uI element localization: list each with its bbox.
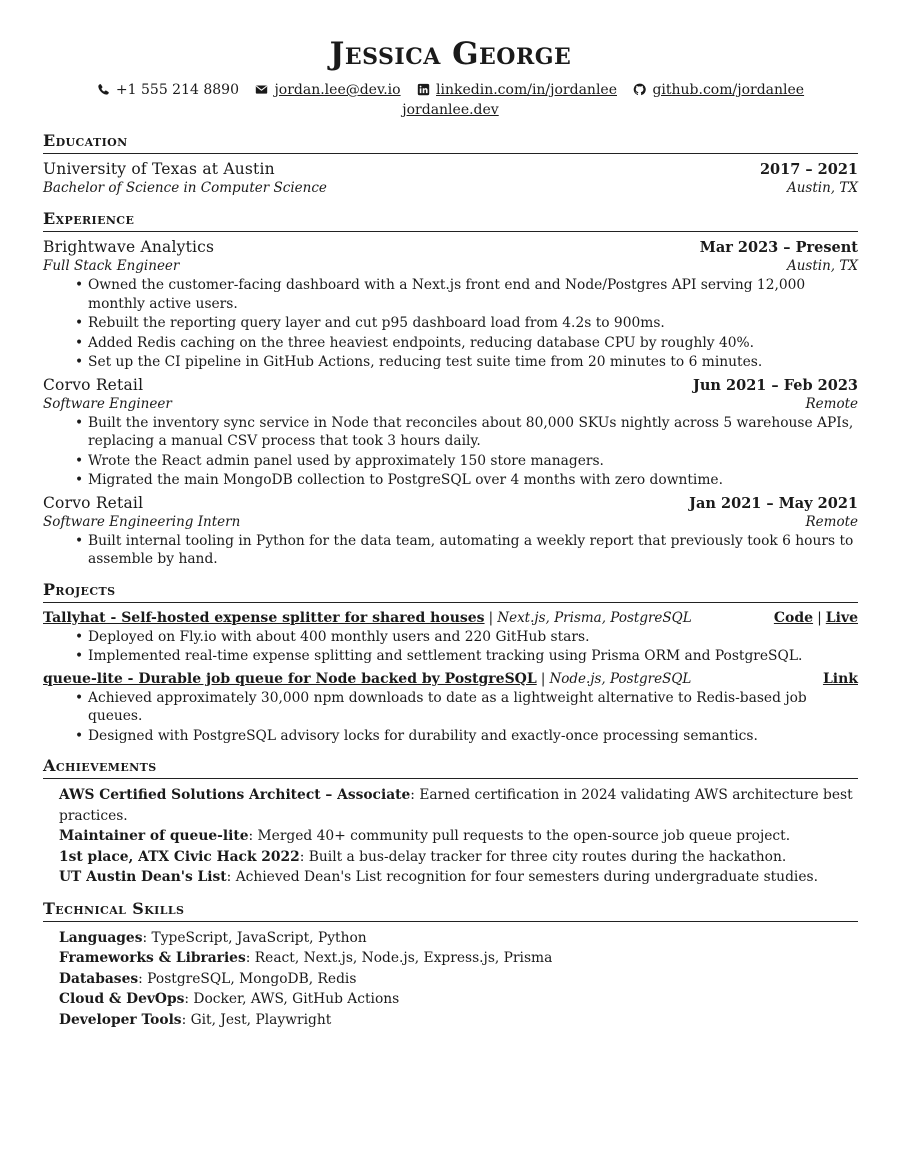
resume-page [43, 34, 858, 1030]
experience-entry [43, 376, 858, 490]
project-title-link[interactable]: Tallyhat - Self-hosted expense splitter for shared houses [43, 609, 485, 626]
achievement-item [59, 785, 858, 826]
skill-row [59, 948, 858, 969]
achievement-label: Maintainer of queue-lite [59, 828, 249, 844]
job-bullets [43, 276, 858, 372]
achievement-list [43, 785, 858, 888]
achievement-text: : Achieved Dean's List recognition for four semesters during undergraduate studies. [226, 869, 818, 885]
achievement-item [59, 867, 858, 888]
school-name: University of Texas at Austin [43, 160, 275, 178]
company-name: Corvo Retail [43, 375, 144, 394]
bullet-item: • Implemented real-time expense splitting and settlement tracking using Prisma ORM and PostgreSQL. [88, 647, 858, 666]
bullet-item: • Built the inventory sync service in Node that reconciles about 80,000 SKUs nightly across 5 warehouse APIs, replacing a manual CSV process that took 3 hours daily. [88, 414, 858, 451]
github-contact[interactable] [633, 80, 804, 100]
separator: | [817, 609, 822, 626]
job-dates: Mar 2023 – Present [699, 239, 858, 256]
linkedin-link[interactable]: linkedin.com/in/jordanlee [436, 82, 617, 98]
skill-label: Developer Tools [59, 1011, 182, 1028]
job-location: Remote [805, 395, 858, 412]
project-heading [43, 670, 691, 689]
project-bullets [43, 689, 858, 746]
education-dates: 2017 – 2021 [759, 161, 858, 178]
bullet-item: • Built internal tooling in Python for the data team, automating a weekly report that previously took 6 hours to assemble by hand. [88, 532, 858, 569]
job-role: Software Engineer [43, 395, 172, 412]
email-contact[interactable] [255, 80, 400, 100]
job-role: Full Stack Engineer [43, 258, 180, 274]
linkedin-icon [417, 83, 430, 96]
code-link[interactable]: Code [773, 609, 814, 626]
bullet-item: • Wrote the React admin panel used by approximately 150 store managers. [88, 452, 858, 471]
phone-icon [97, 83, 110, 96]
skill-values: : React, Next.js, Node.js, Express.js, Prisma [245, 950, 553, 966]
skill-values: : TypeScript, JavaScript, Python [142, 929, 367, 946]
phone-contact [97, 80, 239, 100]
contact-bar [43, 80, 858, 120]
projects-section [43, 581, 858, 746]
section-title-achievements: Achievements [43, 757, 858, 779]
achievement-text: : Merged 40+ community pull requests to the open-source job queue project. [248, 828, 791, 844]
section-title-experience: Experience [43, 210, 858, 232]
achievement-item [59, 847, 858, 868]
skill-row [59, 989, 858, 1010]
project-links [823, 670, 858, 689]
bullet-item: • Achieved approximately 30,000 npm downloads to date as a lightweight alternative to Redis-based job queues. [88, 689, 858, 726]
experience-entry [43, 238, 858, 372]
bullet-item: • Rebuilt the reporting query layer and cut p95 dashboard load from 4.2s to 900ms. [88, 314, 858, 333]
github-link[interactable]: github.com/jordanlee [652, 82, 805, 98]
section-title-skills: Technical Skills [43, 900, 858, 922]
bullet-item: • Migrated the main MongoDB collection to PostgreSQL over 4 months with zero downtime. [88, 471, 858, 490]
skill-label: Languages [59, 929, 143, 946]
job-role: Software Engineering Intern [43, 513, 241, 530]
skill-row [59, 1010, 858, 1031]
project-heading [43, 609, 692, 628]
bullet-item: • Deployed on Fly.io with about 400 monthly users and 220 GitHub stars. [88, 628, 858, 647]
email-link[interactable]: jordan.lee@dev.io [274, 82, 401, 98]
skill-row [59, 928, 858, 949]
education-section [43, 132, 858, 198]
live-link[interactable]: Live [825, 609, 858, 626]
section-title-education: Education [43, 132, 858, 154]
skill-label: Frameworks & Libraries [59, 950, 246, 966]
project-entry [43, 670, 858, 746]
website-link[interactable]: jordanlee.dev [402, 102, 499, 118]
skill-values: : Git, Jest, Playwright [181, 1011, 332, 1028]
skills-section [43, 900, 858, 1031]
project-tech: Node.js, PostgreSQL [549, 670, 692, 687]
project-tech: Next.js, Prisma, PostgreSQL [497, 609, 692, 626]
project-links [774, 609, 858, 628]
skill-label: Databases [59, 970, 139, 987]
skill-row [59, 969, 858, 990]
achievement-label: 1st place, ATX Civic Hack 2022 [59, 848, 300, 865]
job-dates: Jan 2021 – May 2021 [689, 494, 858, 512]
degree: Bachelor of Science in Computer Science [43, 180, 327, 196]
skill-values: : PostgreSQL, MongoDB, Redis [138, 970, 357, 987]
achievement-text: : Built a bus-delay tracker for three city routes during the hackathon. [299, 848, 787, 865]
project-bullets [43, 628, 858, 666]
education-location: Austin, TX [786, 180, 858, 196]
bullet-item: • Designed with PostgreSQL advisory locks for durability and exactly-once processing semantics. [88, 727, 858, 746]
bullet-item: • Set up the CI pipeline in GitHub Actions, reducing test suite time from 20 minutes to 6 minutes. [88, 353, 858, 372]
envelope-icon [255, 83, 268, 96]
achievements-section [43, 757, 858, 888]
section-title-projects: Projects [43, 581, 858, 603]
linkedin-contact[interactable] [417, 80, 617, 100]
job-location: Austin, TX [786, 258, 858, 274]
candidate-name: Jessica George [329, 36, 572, 72]
job-bullets [43, 414, 858, 490]
company-name: Corvo Retail [43, 493, 144, 512]
separator: | [488, 609, 494, 626]
github-icon [633, 83, 646, 96]
experience-section [43, 210, 858, 569]
achievement-label: AWS Certified Solutions Architect – Associate [59, 787, 411, 803]
company-name: Brightwave Analytics [43, 238, 215, 256]
achievement-item [59, 826, 858, 847]
bullet-item: • Owned the customer-facing dashboard with a Next.js front end and Node/Postgres API serving 12,000 monthly active users. [88, 276, 858, 313]
achievement-label: UT Austin Dean's List [59, 869, 227, 885]
job-location: Remote [805, 513, 858, 530]
phone-number: +1 555 214 8890 [115, 82, 239, 98]
achievement-text: : Earned certification in 2024 validating AWS architecture best practices. [59, 787, 853, 824]
website-contact[interactable] [402, 100, 498, 120]
skills-list [43, 928, 858, 1031]
bullet-item: • Added Redis caching on the three heaviest endpoints, reducing database CPU by roughly 40%. [88, 334, 858, 353]
experience-entry [43, 494, 858, 569]
link-link[interactable]: Link [822, 670, 858, 687]
job-bullets [43, 532, 858, 569]
skill-values: : Docker, AWS, GitHub Actions [184, 991, 400, 1007]
education-entry [43, 160, 858, 198]
job-dates: Jun 2021 – Feb 2023 [693, 376, 858, 394]
separator: | [540, 670, 546, 687]
project-title-link[interactable]: queue-lite - Durable job queue for Node backed by PostgreSQL [43, 670, 537, 687]
skill-label: Cloud & DevOps [59, 991, 185, 1007]
project-entry [43, 609, 858, 666]
